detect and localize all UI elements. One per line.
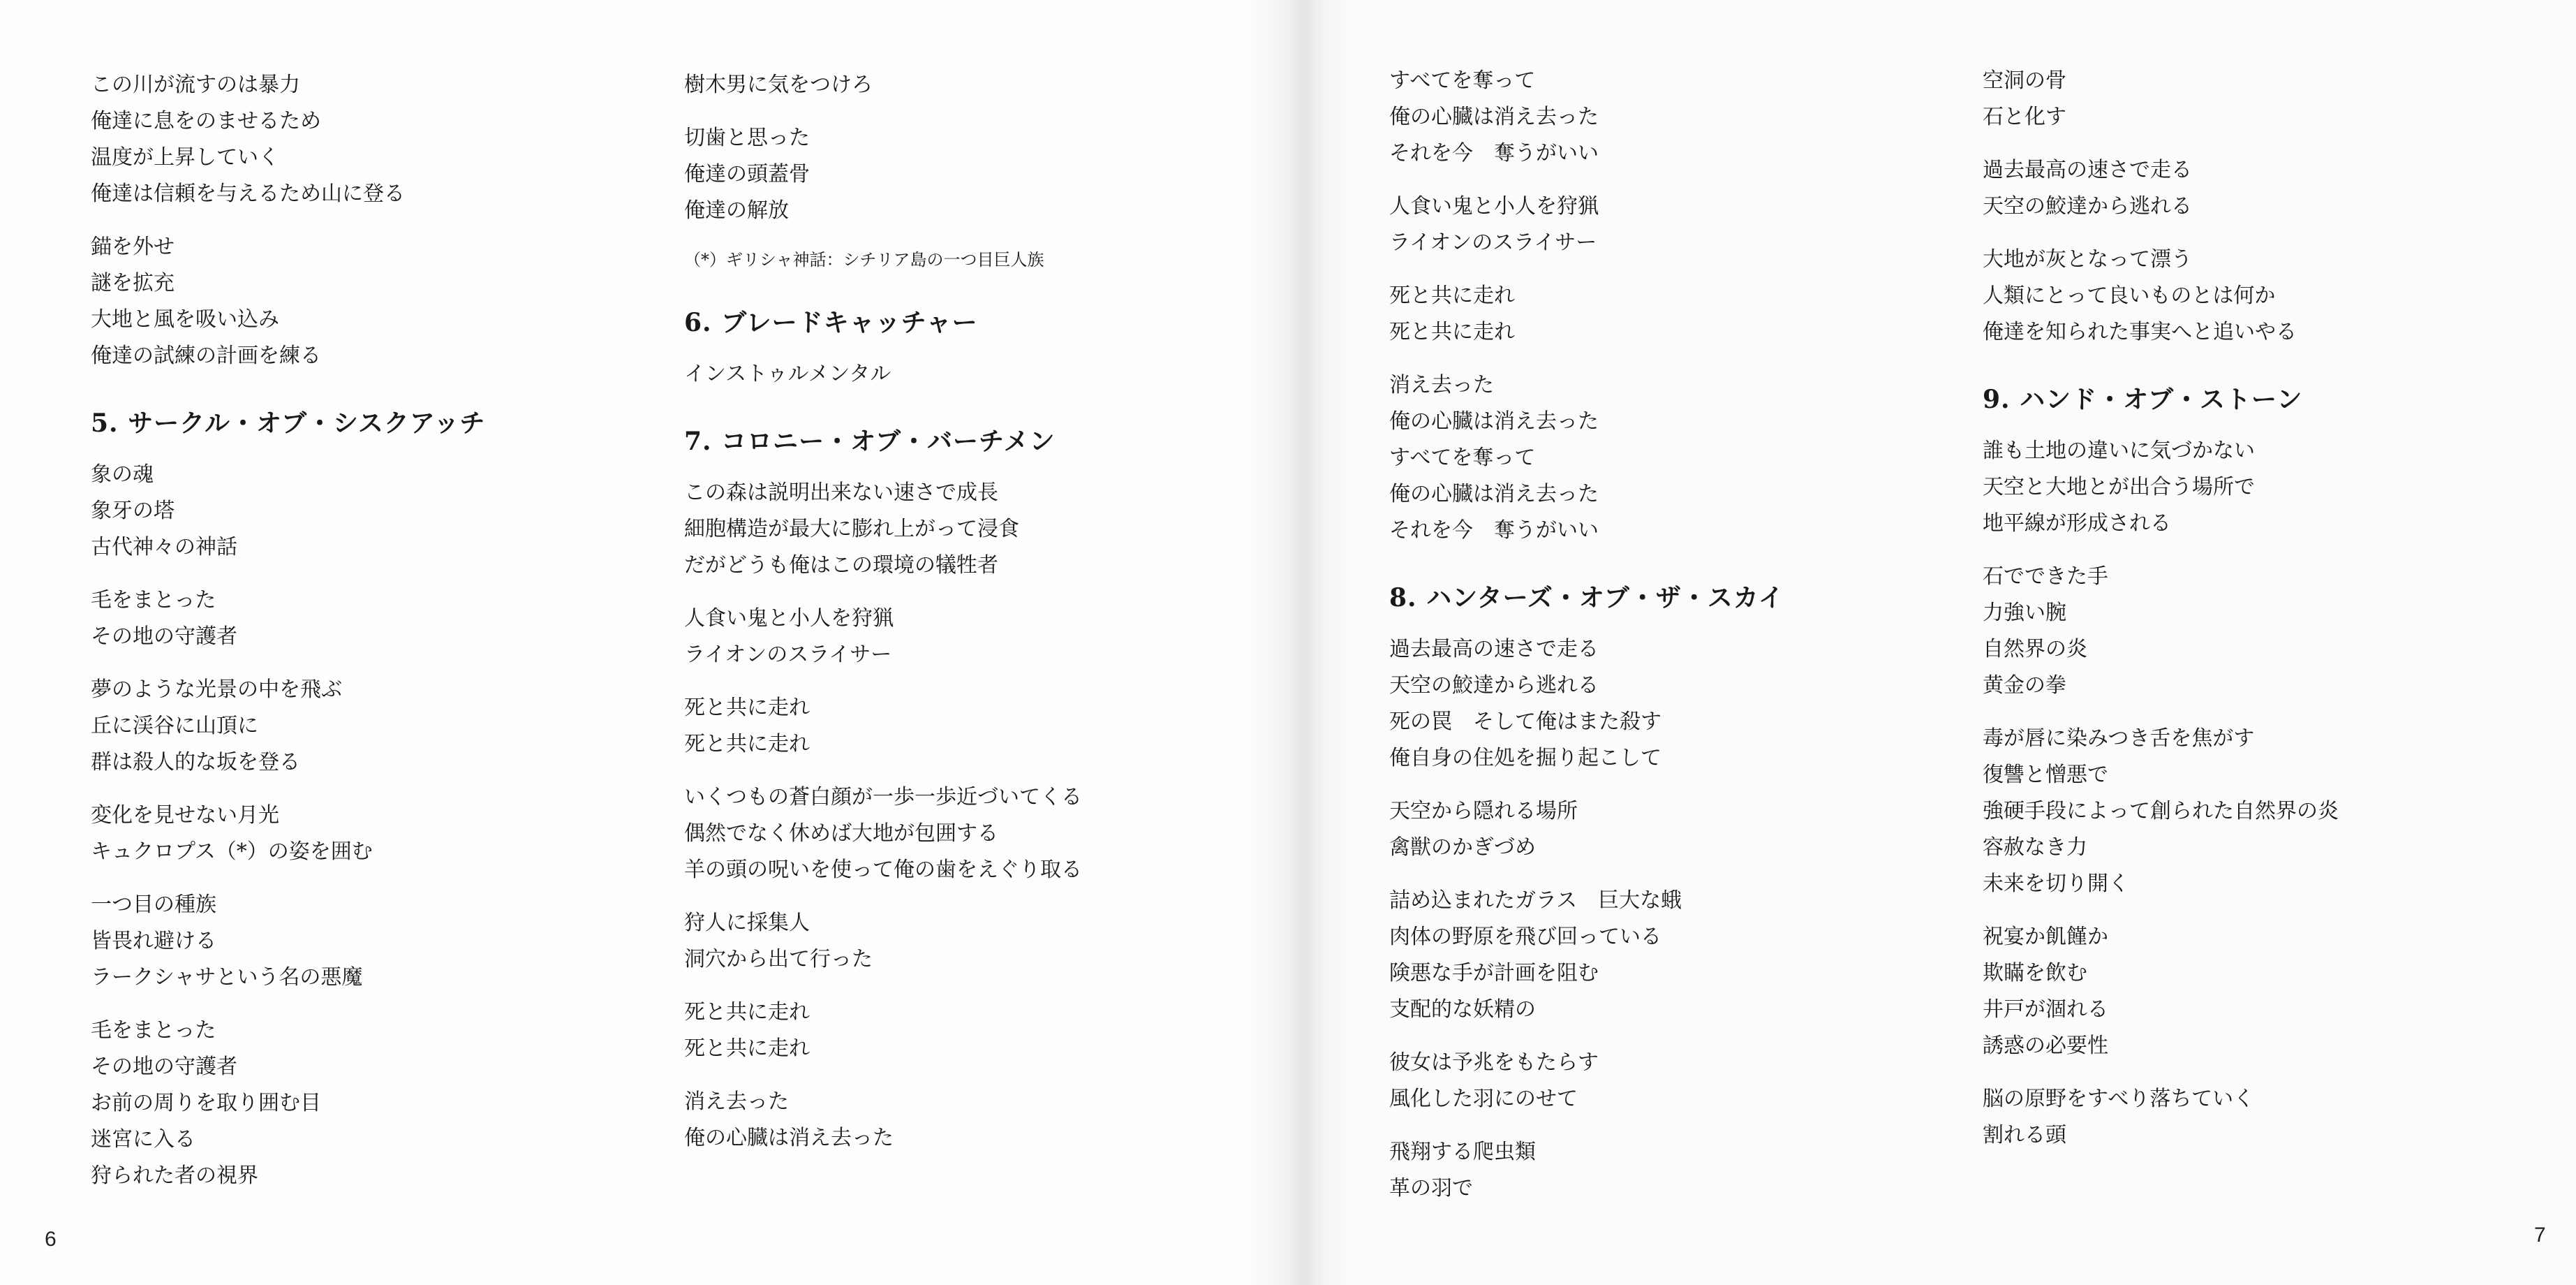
lyric-line: 容赦なき力	[1983, 835, 2087, 860]
lyric-line: 樹木男に気をつけろ	[684, 73, 873, 97]
stanza	[91, 887, 649, 996]
lyrics-column-2	[684, 67, 1243, 1173]
stanza	[1983, 63, 2541, 135]
lyric-line: それを今 奪うがいい	[1389, 141, 1599, 166]
stanza	[1983, 433, 2541, 542]
lyric-line: 夢のような光景の中を飛ぶ	[91, 677, 342, 702]
lyric-line: 毒が唇に染みつき舌を焦がす	[1983, 726, 2255, 751]
lyric-line: 温度が上昇していく	[91, 145, 279, 170]
lyric-line: 大地が灰となって漂う	[1983, 247, 2192, 272]
stanza	[684, 905, 1243, 978]
stanza	[91, 457, 649, 566]
lyric-line: 死と共に走れ	[1389, 284, 1515, 308]
page-number-right: 7	[2534, 1224, 2546, 1247]
lyric-line: この森は説明出来ない速さで成長	[684, 480, 998, 505]
lyric-line: 俺達は信頼を与えるため山に登る	[91, 182, 405, 206]
lyric-line: 復讐と憎悪で	[1983, 763, 2108, 787]
lyric-line: 風化した羽にのせて	[1389, 1087, 1578, 1111]
lyric-line: ライオンのスライサー	[1389, 230, 1597, 255]
lyric-line: 支配的な妖精の	[1389, 997, 1536, 1022]
lyrics-column-4	[1983, 63, 2541, 1170]
lyric-line: 偶然でなく休めば大地が包囲する	[684, 821, 998, 846]
stanza	[1389, 63, 1948, 172]
lyric-line: 象牙の塔	[91, 499, 175, 523]
lyric-line: 俺の心臓は消え去った	[1389, 105, 1599, 129]
lyric-line: 古代神々の神話	[91, 535, 237, 559]
lyric-line: すべてを奪って	[1389, 446, 1536, 470]
song-title-7: 7. コロニー・オブ・バーチメン	[684, 427, 1056, 456]
lyric-line: 天空の鮫達から逃れる	[1389, 673, 1599, 698]
lyric-line: 誘惑の必要性	[1983, 1034, 2108, 1058]
stanza	[684, 690, 1243, 763]
stanza	[1389, 1045, 1948, 1117]
stanza	[1389, 1134, 1948, 1207]
lyric-line: 切歯と思った	[684, 126, 810, 150]
lyric-line: 羊の頭の呪いを使って俺の歯をえぐり取る	[684, 858, 1082, 882]
lyric-line: 迷宮に入る	[91, 1127, 195, 1152]
stanza	[91, 582, 649, 655]
stanza	[91, 798, 649, 870]
lyric-line: 欺瞞を飲む	[1983, 961, 2087, 985]
lyrics-column-3	[1389, 63, 1948, 1224]
lyric-line: 象の魂	[91, 462, 154, 487]
lyric-line: 人食い鬼と小人を狩猟	[684, 606, 894, 631]
lyric-line: 消え去った	[1389, 373, 1494, 397]
lyric-line: 死と共に走れ	[684, 1036, 810, 1061]
stanza	[1389, 793, 1948, 866]
stanza	[684, 994, 1243, 1067]
lyric-line: 狩人に採集人	[684, 911, 810, 935]
lyric-line: 謎を拡充	[91, 271, 175, 295]
lyric-line: 俺の心臓は消え去った	[1389, 409, 1599, 434]
stanza	[91, 1013, 649, 1194]
lyric-line: 黄金の拳	[1983, 673, 2066, 698]
lyric-line: 毛をまとった	[91, 588, 216, 612]
lyrics-column-1	[91, 67, 649, 1211]
lyric-line: それを今 奪うがいい	[1389, 518, 1599, 543]
lyric-line: 大地と風を吸い込み	[91, 307, 279, 332]
lyric-line: 禽獣のかぎづめ	[1389, 835, 1536, 860]
lyric-line: 天空から隠れる場所	[1389, 799, 1578, 823]
song-title-5: 5. サークル・オブ・シスクアッチ	[91, 409, 486, 438]
stanza	[1983, 152, 2541, 225]
stanza	[684, 356, 1243, 392]
lyric-line: ラークシャサという名の悪魔	[91, 965, 363, 990]
stanza	[1389, 367, 1948, 549]
stanza	[1389, 278, 1948, 351]
lyric-line: この川が流すのは暴力	[91, 73, 300, 97]
lyric-line: 革の羽で	[1389, 1176, 1473, 1200]
stanza	[684, 475, 1243, 584]
stanza	[684, 120, 1243, 229]
lyric-line: 肉体の野原を飛び回っている	[1389, 925, 1661, 949]
lyric-line: 俺の心臓は消え去った	[1389, 482, 1599, 506]
stanza	[1983, 559, 2541, 704]
stanza	[684, 1084, 1243, 1156]
lyric-line: 天空と大地とが出合う場所で	[1983, 475, 2255, 499]
lyric-line: 力強い腕	[1983, 601, 2066, 625]
stanza	[91, 229, 649, 374]
lyric-line: 未来を切り開く	[1983, 872, 2129, 896]
lyric-line: 空洞の骨	[1983, 68, 2066, 93]
lyric-line: 天空の鮫達から逃れる	[1983, 194, 2192, 219]
stanza	[1389, 189, 1948, 261]
lyric-line: 詰め込まれたガラス 巨大な蛾	[1389, 888, 1682, 913]
lyric-line: 強硬手段によって創られた自然界の炎	[1983, 799, 2339, 823]
lyric-line: 過去最高の速さで走る	[1389, 637, 1599, 661]
lyric-line: その地の守護者	[91, 1055, 237, 1079]
footnote: （*）ギリシャ神話：シチリア島の一つ目巨人族	[684, 250, 1044, 270]
stanza	[1389, 631, 1948, 777]
lyric-line: 細胞構造が最大に膨れ上がって浸食	[684, 517, 1019, 541]
lyric-line: 俺達の試練の計画を練る	[91, 344, 321, 368]
stanza	[91, 67, 649, 212]
lyric-line: 俺の心臓は消え去った	[684, 1126, 894, 1150]
lyric-line: 人食い鬼と小人を狩猟	[1389, 194, 1599, 219]
lyric-line: 過去最高の速さで走る	[1983, 158, 2192, 182]
lyric-line: 一つ目の種族	[91, 893, 216, 917]
lyric-line: 死の罠 そして俺はまた殺す	[1389, 710, 1661, 734]
lyric-line: 死と共に走れ	[684, 732, 810, 756]
lyric-line: 割れる頭	[1983, 1123, 2066, 1147]
lyric-line: 祝宴か飢饉か	[1983, 925, 2108, 949]
lyric-line: 俺達に息をのませるため	[91, 109, 321, 133]
lyric-line: 地平線が形成される	[1983, 511, 2171, 536]
lyric-line: 洞穴から出て行った	[684, 947, 873, 971]
lyric-line: すべてを奪って	[1389, 68, 1536, 93]
lyric-line: 丘に渓谷に山頂に	[91, 714, 258, 738]
stanza	[1389, 883, 1948, 1028]
lyric-line: 険悪な手が計画を阻む	[1389, 961, 1599, 985]
lyric-line: 脳の原野をすべり落ちていく	[1983, 1087, 2255, 1111]
lyric-line: 井戸が涸れる	[1983, 997, 2108, 1022]
lyric-line: 人類にとって良いものとは何か	[1983, 284, 2276, 308]
lyric-line: 毛をまとった	[91, 1018, 216, 1043]
lyric-line: ライオンのスライサー	[684, 642, 892, 667]
lyric-line: 死と共に走れ	[684, 696, 810, 720]
lyric-line: 錨を外せ	[91, 235, 175, 259]
lyric-line: 彼女は予兆をもたらす	[1389, 1050, 1599, 1075]
lyric-line: 俺達の解放	[684, 198, 789, 223]
stanza	[1983, 721, 2541, 902]
lyric-line: お前の周りを取り囲む目	[91, 1091, 321, 1115]
stanza	[1983, 242, 2541, 351]
lyric-line: キュクロプス（*）の姿を囲む	[91, 839, 373, 864]
stanza	[684, 779, 1243, 888]
stanza	[1983, 1081, 2541, 1154]
stanza	[91, 672, 649, 781]
lyric-line: 消え去った	[684, 1089, 789, 1114]
lyric-line: 飛翔する爬虫類	[1389, 1140, 1536, 1164]
lyric-line: 狩られた者の視界	[91, 1163, 258, 1188]
lyric-line: 石と化す	[1983, 105, 2066, 129]
song-title-8: 8. ハンターズ・オブ・ザ・スカイ	[1389, 583, 1784, 612]
song-title-9: 9. ハンド・オブ・ストーン	[1983, 385, 2303, 414]
lyric-line: だがどうも俺はこの環境の犠牲者	[684, 553, 998, 578]
lyric-line: 自然界の炎	[1983, 637, 2087, 661]
lyric-line: 変化を見せない月光	[91, 803, 279, 828]
lyric-line: 死と共に走れ	[1389, 320, 1515, 344]
lyric-line: 誰も土地の違いに気づかない	[1983, 439, 2255, 463]
lyric-line: 群は殺人的な坂を登る	[91, 750, 300, 774]
lyric-line: その地の守護者	[91, 624, 237, 649]
stanza	[684, 67, 1243, 103]
song-title-6: 6. ブレードキャッチャー	[684, 308, 978, 337]
lyric-line: 俺達を知られた事実へと追いやる	[1983, 320, 2297, 344]
lyric-line: インストゥルメンタル	[684, 362, 891, 386]
lyric-line: 死と共に走れ	[684, 1000, 810, 1025]
lyric-line: 皆畏れ避ける	[91, 929, 216, 953]
stanza	[1983, 919, 2541, 1064]
page-gutter-shadow	[1250, 0, 1347, 1285]
lyric-line: 俺自身の住処を掘り起こして	[1389, 746, 1661, 770]
lyric-line: 石でできた手	[1983, 564, 2108, 589]
lyric-line: 俺達の頭蓋骨	[684, 162, 810, 186]
stanza	[684, 601, 1243, 673]
page-number-left: 6	[45, 1228, 57, 1251]
lyric-line: いくつもの蒼白顔が一歩一歩近づいてくる	[684, 785, 1082, 809]
